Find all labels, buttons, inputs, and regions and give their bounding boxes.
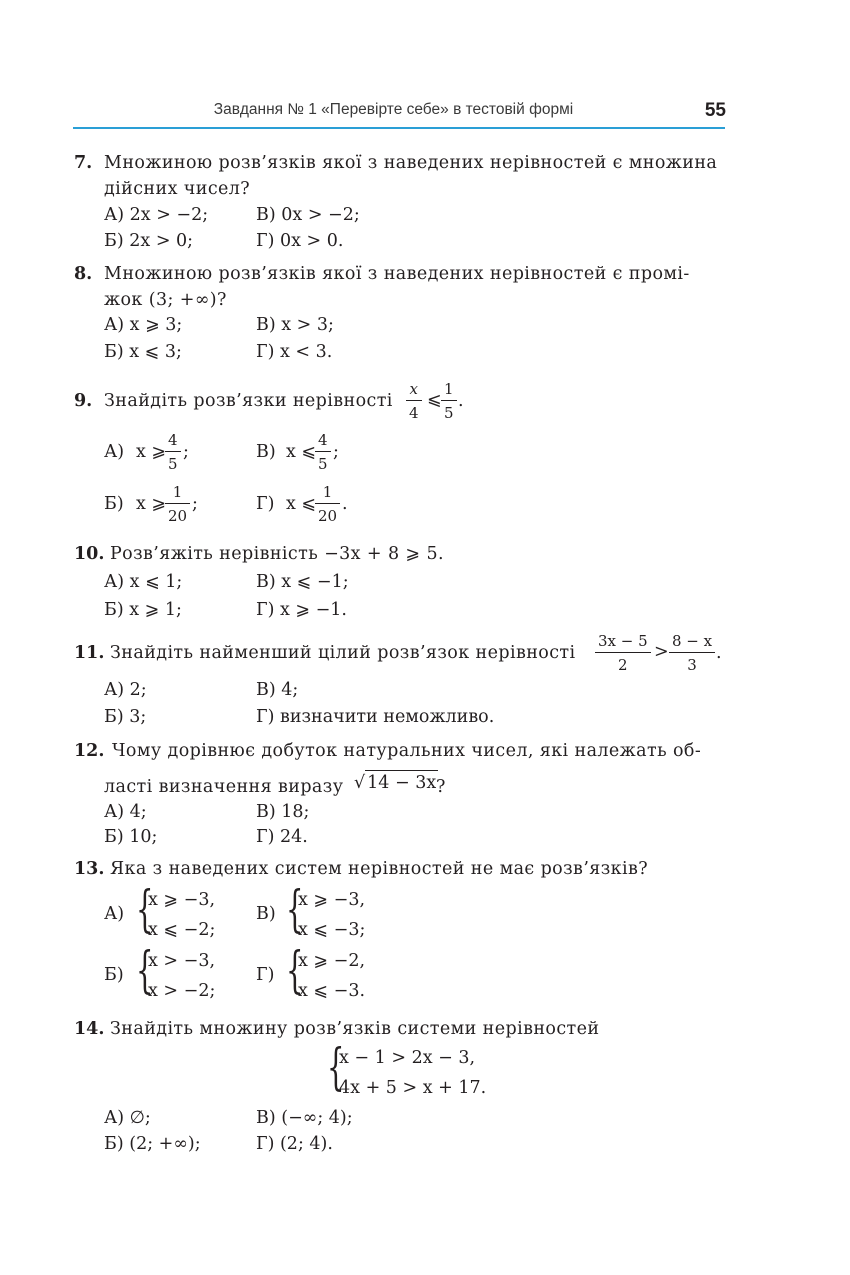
q11-option-a: А) 2;	[104, 680, 147, 700]
running-header: Завдання № 1 «Перевірте себе» в тестовій формі	[213, 101, 574, 118]
q8-option-a: А) x ⩾ 3;	[104, 315, 183, 335]
q9-fraction-right: $\frac{1}{5}$	[441, 380, 457, 422]
q13-number: 13.	[74, 859, 105, 879]
q13-option-b-line1: x > −3,	[148, 951, 216, 971]
q7-text-line1: Множиною розв’язків якої з наведених нерівностей є множина	[104, 153, 718, 173]
q9-option-v-end: ;	[333, 442, 339, 462]
q13-option-v-label: В)	[256, 904, 276, 924]
q13-option-b-line2: x > −2;	[148, 981, 216, 1001]
q12-text-line1: Чому дорівнює добуток натуральних чисел, які належать об-	[112, 741, 702, 761]
q14-option-v: В) (−∞; 4);	[256, 1108, 353, 1128]
q11-relation: >	[654, 642, 669, 662]
q13-option-a-line2: x ⩽ −2;	[148, 920, 216, 940]
q9-option-a-fraction: $\frac{4}{5}$	[165, 431, 181, 473]
q11-fraction-left: $\frac{3x - 5}{2}$	[595, 632, 651, 674]
q11-period: .	[716, 643, 722, 663]
q7-option-v: В) 0x > −2;	[256, 205, 360, 225]
q13-option-v-brace: {	[286, 880, 304, 938]
q9-option-a-lhs: x ⩾	[136, 442, 167, 462]
q10-option-v: В) x ⩽ −1;	[256, 572, 349, 592]
q8-option-b: Б) x ⩽ 3;	[104, 342, 182, 362]
q14-text: Знайдіть множину розв’язків системи нерівностей	[110, 1019, 600, 1039]
q13-option-v-line1: x ⩾ −3,	[298, 890, 366, 910]
q9-fraction-left: $\frac{x}{4}$	[406, 380, 422, 422]
q9-period: .	[458, 391, 464, 411]
q8-option-g: Г) x < 3.	[256, 342, 333, 362]
q9-text: Знайдіть розв’язки нерівності	[104, 391, 393, 411]
q12-question-mark: ?	[436, 777, 446, 797]
q13-option-a-line1: x ⩾ −3,	[148, 890, 216, 910]
q12-option-v: В) 18;	[256, 802, 310, 822]
q10-option-g: Г) x ⩾ −1.	[256, 600, 347, 620]
q12-number: 12.	[74, 741, 105, 761]
q8-text-line2: жок (3; +∞)?	[104, 290, 227, 310]
q11-fraction-right: $\frac{8 - x}{3}$	[669, 632, 715, 674]
q14-option-g: Г) (2; 4).	[256, 1134, 333, 1154]
q13-option-a-label: А)	[104, 904, 125, 924]
q11-option-b: Б) 3;	[104, 707, 147, 727]
q14-option-b: Б) (2; +∞);	[104, 1134, 201, 1154]
q11-option-g: Г) визначити неможливо.	[256, 707, 495, 727]
q9-option-b-fraction: $\frac{1}{20}$	[165, 483, 190, 525]
q9-option-v-fraction: $\frac{4}{5}$	[315, 431, 331, 473]
q9-option-g-end: .	[342, 494, 348, 514]
q9-option-b-lhs: x ⩾	[136, 494, 167, 514]
q14-system-line2: 4x + 5 > x + 17.	[339, 1078, 487, 1098]
q11-text: Знайдіть найменший цілий розв’язок нерівності	[110, 643, 576, 663]
q7-option-b: Б) 2x > 0;	[104, 231, 194, 251]
q8-text-line1: Множиною розв’язків якої з наведених нерівностей є промі-	[104, 264, 690, 284]
q13-option-b-label: Б)	[104, 965, 124, 985]
q9-option-g-label: Г)	[256, 494, 275, 514]
q13-option-g-label: Г)	[256, 965, 275, 985]
q9-option-a-end: ;	[183, 442, 189, 462]
q10-text: Розв’яжіть нерівність −3x + 8 ⩾ 5.	[110, 544, 444, 564]
q12-text-line2: ласті визначення виразу	[104, 777, 344, 797]
q10-option-b: Б) x ⩾ 1;	[104, 600, 182, 620]
q9-option-g-lhs: x ⩽	[286, 494, 317, 514]
q10-number: 10.	[74, 544, 105, 564]
q12-option-g: Г) 24.	[256, 827, 308, 847]
q9-option-a-label: А)	[104, 442, 125, 462]
q11-number: 11.	[74, 643, 105, 663]
q9-relation: ⩽	[427, 390, 442, 410]
q9-option-b-label: Б)	[104, 494, 124, 514]
q9-number: 9.	[74, 391, 93, 411]
q13-option-g-line2: x ⩽ −3.	[298, 981, 366, 1001]
q7-text-line2: дійсних чисел?	[104, 179, 251, 199]
q12-sqrt-expression: √ 14 − 3x	[354, 775, 438, 793]
q13-option-g-brace: {	[286, 941, 304, 999]
q8-number: 8.	[74, 264, 93, 284]
q14-system-line1: x − 1 > 2x − 3,	[339, 1048, 476, 1068]
q12-option-a: А) 4;	[104, 802, 147, 822]
q12-option-b: Б) 10;	[104, 827, 158, 847]
q9-option-b-end: ;	[192, 494, 198, 514]
q14-system-brace: {	[327, 1038, 345, 1096]
page-number: 55	[704, 100, 726, 121]
q7-option-g: Г) 0x > 0.	[256, 231, 344, 251]
q13-text: Яка з наведених систем нерівностей не має розв’язків?	[110, 859, 649, 879]
q13-option-a-brace: {	[136, 880, 154, 938]
q14-option-a: А) ∅;	[104, 1108, 151, 1128]
q13-option-b-brace: {	[136, 941, 154, 999]
q14-number: 14.	[74, 1019, 105, 1039]
header-rule	[73, 127, 725, 129]
q7-number: 7.	[74, 153, 93, 173]
q8-option-v: В) x > 3;	[256, 315, 334, 335]
q7-option-a: А) 2x > −2;	[104, 205, 209, 225]
q11-option-v: В) 4;	[256, 680, 299, 700]
q9-option-g-fraction: $\frac{1}{20}$	[315, 483, 340, 525]
q13-option-g-line1: x ⩾ −2,	[298, 951, 366, 971]
q9-option-v-label: В)	[256, 442, 276, 462]
q9-option-v-lhs: x ⩽	[286, 442, 317, 462]
q10-option-a: А) x ⩽ 1;	[104, 572, 183, 592]
q13-option-v-line2: x ⩽ −3;	[298, 920, 366, 940]
